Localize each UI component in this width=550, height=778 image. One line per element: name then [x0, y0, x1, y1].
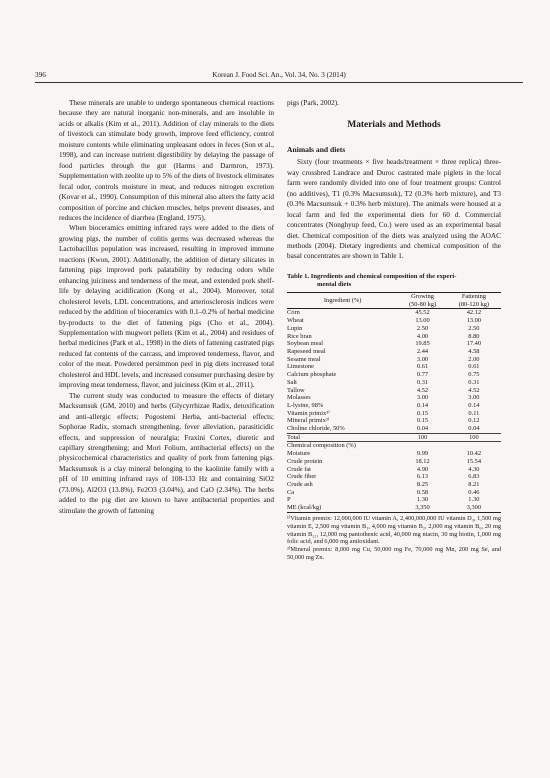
- page-number: 396: [35, 71, 46, 79]
- cell-value: 0.31: [416, 378, 429, 386]
- cell-value: 4.00: [416, 332, 429, 340]
- cell-value: 8.80: [468, 332, 480, 340]
- cell-value: 0.61: [416, 363, 429, 371]
- row-label: Rice bran: [287, 332, 312, 340]
- table-row: [287, 496, 501, 504]
- cell-value: 0.77: [416, 371, 429, 379]
- table-row: [287, 348, 501, 356]
- table-row: [287, 450, 501, 458]
- table-section-row: [287, 442, 501, 450]
- cell-value: 0.14: [468, 401, 480, 409]
- table-row: [287, 402, 501, 410]
- cell-value: 0.31: [468, 378, 480, 386]
- table-row: [287, 433, 501, 442]
- cell-value: 0.12: [468, 417, 480, 425]
- row-label: Calcium phosphate: [287, 371, 337, 379]
- cell-value: 17.40: [466, 340, 482, 348]
- table-row: [287, 333, 501, 341]
- table-footnotes: [287, 515, 501, 562]
- cell-value: 2.00: [468, 355, 480, 363]
- cell-value: 3.00: [468, 394, 480, 402]
- row-label: Wheat: [287, 317, 304, 325]
- row-label: Rapeseed meal: [287, 348, 326, 355]
- cell-value: 8.25: [416, 480, 429, 488]
- column-header: Growing (50-80 kg): [398, 293, 447, 309]
- row-label: Molasses: [287, 394, 311, 402]
- row-label: Mineral primix²⁾: [287, 417, 330, 425]
- table-row: [287, 363, 501, 371]
- row-label: Salt: [287, 378, 297, 386]
- right-column: [287, 98, 501, 562]
- cell-value: 6.13: [416, 473, 429, 481]
- cell-value: 9.99: [416, 450, 429, 458]
- table-row: [287, 481, 501, 489]
- cell-value: 18.12: [415, 457, 430, 465]
- cell-value: 1.30: [416, 496, 429, 504]
- cell-value: 42.12: [466, 309, 482, 317]
- row-label: Vitamin primix¹⁾: [287, 409, 330, 417]
- row-label: Choline chloride, 50%: [287, 425, 345, 433]
- table-caption: Table 1. Ingredients and chemical composition of the experi- mental diets: [287, 272, 457, 289]
- cell-value: 4.30: [468, 465, 480, 473]
- table-row: [287, 356, 501, 364]
- table-row: [287, 371, 501, 379]
- cell-value: 3,300: [447, 504, 501, 512]
- column-header: Ingredient (%): [287, 293, 398, 309]
- journal-citation: Korean J. Food Sci. An., Vol. 34, No. 3 (2014): [212, 71, 346, 79]
- row-label: Corn: [287, 309, 300, 317]
- cell-value: 2.50: [416, 324, 429, 332]
- cell-value: 1.30: [468, 496, 480, 504]
- row-label: Soybean meal: [287, 340, 324, 348]
- diet-composition-table: [287, 292, 501, 513]
- cell-value: 4.90: [416, 465, 429, 473]
- cell-value: 0.11: [468, 409, 480, 417]
- row-label: Crude protein: [287, 457, 323, 465]
- table-row: [287, 325, 501, 333]
- table-body: [287, 309, 501, 512]
- row-label: Total: [287, 433, 398, 442]
- row-label: Sesame meal: [287, 355, 321, 363]
- cell-value: 19.85: [415, 340, 430, 348]
- cell-value: 8.21: [468, 480, 480, 488]
- cell-value: 0.58: [416, 488, 429, 496]
- cell-value: 3.00: [416, 394, 429, 402]
- section-title: Materials and Methods: [347, 120, 441, 131]
- paragraph: Sixty (four treatments × five heads/treatment × three replica) three-way crossbred Landrace and Duroc castrated male piglets in the local farm were randomly divided into one of four treatment groups: Control (no additives), T1 (0.3% Macsumsuk), T2 (0.3% herb mixture), and T3 (0.3% Macsumsuk + 0.3% herb mixture). The animals were housed at a local farm and fed the experimental diets for 60 d. Commercial concentrates (Nonghyup feed, Co.) were used as an experimental basal diet. Chemical composition of the diets was analyzed using the AOAC methods (2004). Dietary ingredients and chemical composition of the basal concentrates are shown in Table 1.: [287, 158, 501, 261]
- row-label: Ca: [287, 488, 295, 496]
- row-label: Crude fat: [287, 465, 311, 473]
- paragraph: When bioceramics emitting infrared rays were added to the diets of growing pigs, the number of colitis germs was decreased whereas the Lactobacillus population was increased, resulting in improved immune reactions (Kwon, 2001). Additionally, the addition of dietary silicates in fattening pigs improved pork palatability by reducing odors while enhancing juiciness and tenderness of the meat, and extended pork shelf-life by delaying acidification (Kong et al., 2004). Moreover, total cholesterol levels, LDL concentrations, and arteriosclerosis indices were reduced by the addition of bioceramics with 0.1–0.2% of herbal medicine by-products to the diet of fattening pigs (Cho et al., 2004). Supplementation with mugwort pellets (Kim et al., 2004) and residues of herbal medicines (Park et al., 1998) in the diets of fattening castrated pigs reduced fat contents of the carcass, and improved tenderness, flavor, and color of the meat. Powdered persimmon peel in pig diets increased total cholesterol and HDL levels, and increased consumer purchasing desire by improving meat tenderness, flavor, and juiciness (Kim et al., 2011).: [59, 224, 274, 390]
- subsection-title: Animals and diets: [287, 144, 346, 154]
- footnote: ¹⁾Vitamin premix: 12,000,000 IU vitamin A, 2,400,000,000 IU vitamin D₃, 1,500 mg vitamin E, 2,500 mg vitamin B₁, 4,000 mg vitamin B₂, 2,000 mg vitamin B₆, 20 mg vitamin B₁₂, 12,000 mg pantothenic acid, 40,000 mg niacin, 30 mg biotin, 1,000 mg folic acid, and 6,000 mg antioxidant.: [287, 514, 501, 546]
- table-row: [287, 458, 501, 466]
- row-label: Limestone: [287, 363, 314, 371]
- row-label: Moisture: [287, 450, 311, 458]
- cell-value: 10.42: [466, 450, 482, 458]
- cell-value: 2.50: [468, 324, 480, 332]
- cell-value: 45.52: [415, 309, 430, 317]
- cell-value: 100: [447, 433, 501, 442]
- cell-value: 4.52: [468, 386, 480, 394]
- running-header: [35, 71, 523, 79]
- table-row: [287, 317, 501, 325]
- table-row: [287, 387, 501, 395]
- cell-value: 0.15: [416, 409, 429, 417]
- cell-value: 0.14: [416, 401, 429, 409]
- cell-value: 100: [398, 433, 447, 442]
- row-label: L-lysine, 98%: [287, 401, 324, 409]
- cell-value: 0.75: [468, 371, 480, 379]
- paragraph-continuation: pigs (Park, 2002).: [287, 99, 339, 107]
- paragraph: The current study was conducted to measure the effects of dietary Macksumsuk (GM, 2010) and herbs (Glycyrrhizae Radix, detoxification and anti-allergic effects; Pogostemi Herba, anti-bacterial effects; Sophorae Radix, stomach strengthening, fever alleviation, parasiticidic effects, and suppression of neuralgia; Fraxini Cortex, diuretic and capillary strengthening; and Mori Folium, antibacterial effects) on the physicochemical characteristics and quality of pork from fattening pigs. Macksumsuk is a clay mineral belonging to the kaolinite family with a pH of 10 emitting infrared rays of 108-133 Hz and containing SiO2 (73.0%), Al2O3 (13.8%), Fe2O3 (3.04%), and CaO (2.34%). The herbs added to the pig diet are known to have antibacterial properties and stimulate the growth of fattening: [59, 391, 274, 515]
- row-label: Tallow: [287, 386, 305, 394]
- table-row: [287, 410, 501, 418]
- table-row: [287, 489, 501, 497]
- cell-value: 0.04: [468, 425, 480, 433]
- row-label: Crude ash: [287, 480, 313, 488]
- left-column: [59, 98, 274, 516]
- table-row: [287, 473, 501, 481]
- row-label: Chemical composition (%): [287, 442, 501, 450]
- table-row: [287, 417, 501, 425]
- cell-value: 0.15: [416, 417, 429, 425]
- cell-value: 4.52: [416, 386, 429, 394]
- header-rule: [35, 82, 523, 83]
- cell-value: 0.61: [468, 363, 480, 371]
- cell-value: 15.54: [466, 457, 482, 465]
- table-row: [287, 309, 501, 317]
- cell-value: 13.00: [415, 317, 430, 325]
- column-header: Fattening (80-120 kg): [447, 293, 501, 309]
- table-row: [287, 340, 501, 348]
- table-row: [287, 394, 501, 402]
- cell-value: 3,350: [398, 504, 447, 512]
- row-label: ME (kcal/kg): [287, 504, 398, 512]
- cell-value: 6.83: [468, 473, 480, 481]
- footnote: ²⁾Mineral premix: 8,000 mg Cu, 50,000 mg Fe, 70,000 mg Mn, 200 mg Se, and 50,000 mg Zn.: [287, 546, 501, 562]
- cell-value: 13.00: [466, 317, 482, 325]
- cell-value: 3.00: [416, 355, 429, 363]
- row-label: P: [287, 496, 291, 504]
- row-label: Crude fiber: [287, 473, 317, 481]
- table-row: [287, 379, 501, 387]
- table-row: [287, 504, 501, 512]
- table-row: [287, 466, 501, 474]
- table-row: [287, 425, 501, 433]
- paragraph: These minerals are unable to undergo spontaneous chemical reactions because they are natural inorganic non-minerals, and are insoluble in acids or alkalis (Kim et al., 2011). Addition of clay minerals to the diets of livestock can stimulate body growth, improve feed efficiency, control moisture contents while eliminating unpleasant odors in feces (Son et al., 1998), and can increase nutrient digestibility by delaying the passage of food particles through the gut (Harms and Darmron, 1973). Supplementation with zeolite up to 5% of the diets of livestock eliminates fecal odor, controls moisture in meat, and reduces nitrogen excretion (Kovar et al., 1990). Consumption of this mineral also alters the fatty acid composition of porcine and chicken muscles, helps prevent diseases, and reduces the incidence of diarrhea (England, 1975).: [59, 99, 274, 222]
- cell-value: 0.04: [416, 425, 429, 433]
- cell-value: 0.46: [468, 488, 480, 496]
- table-header-row: [287, 293, 501, 309]
- cell-value: 2.44: [416, 348, 429, 355]
- row-label: Lupin: [287, 324, 303, 332]
- cell-value: 4.58: [468, 348, 480, 355]
